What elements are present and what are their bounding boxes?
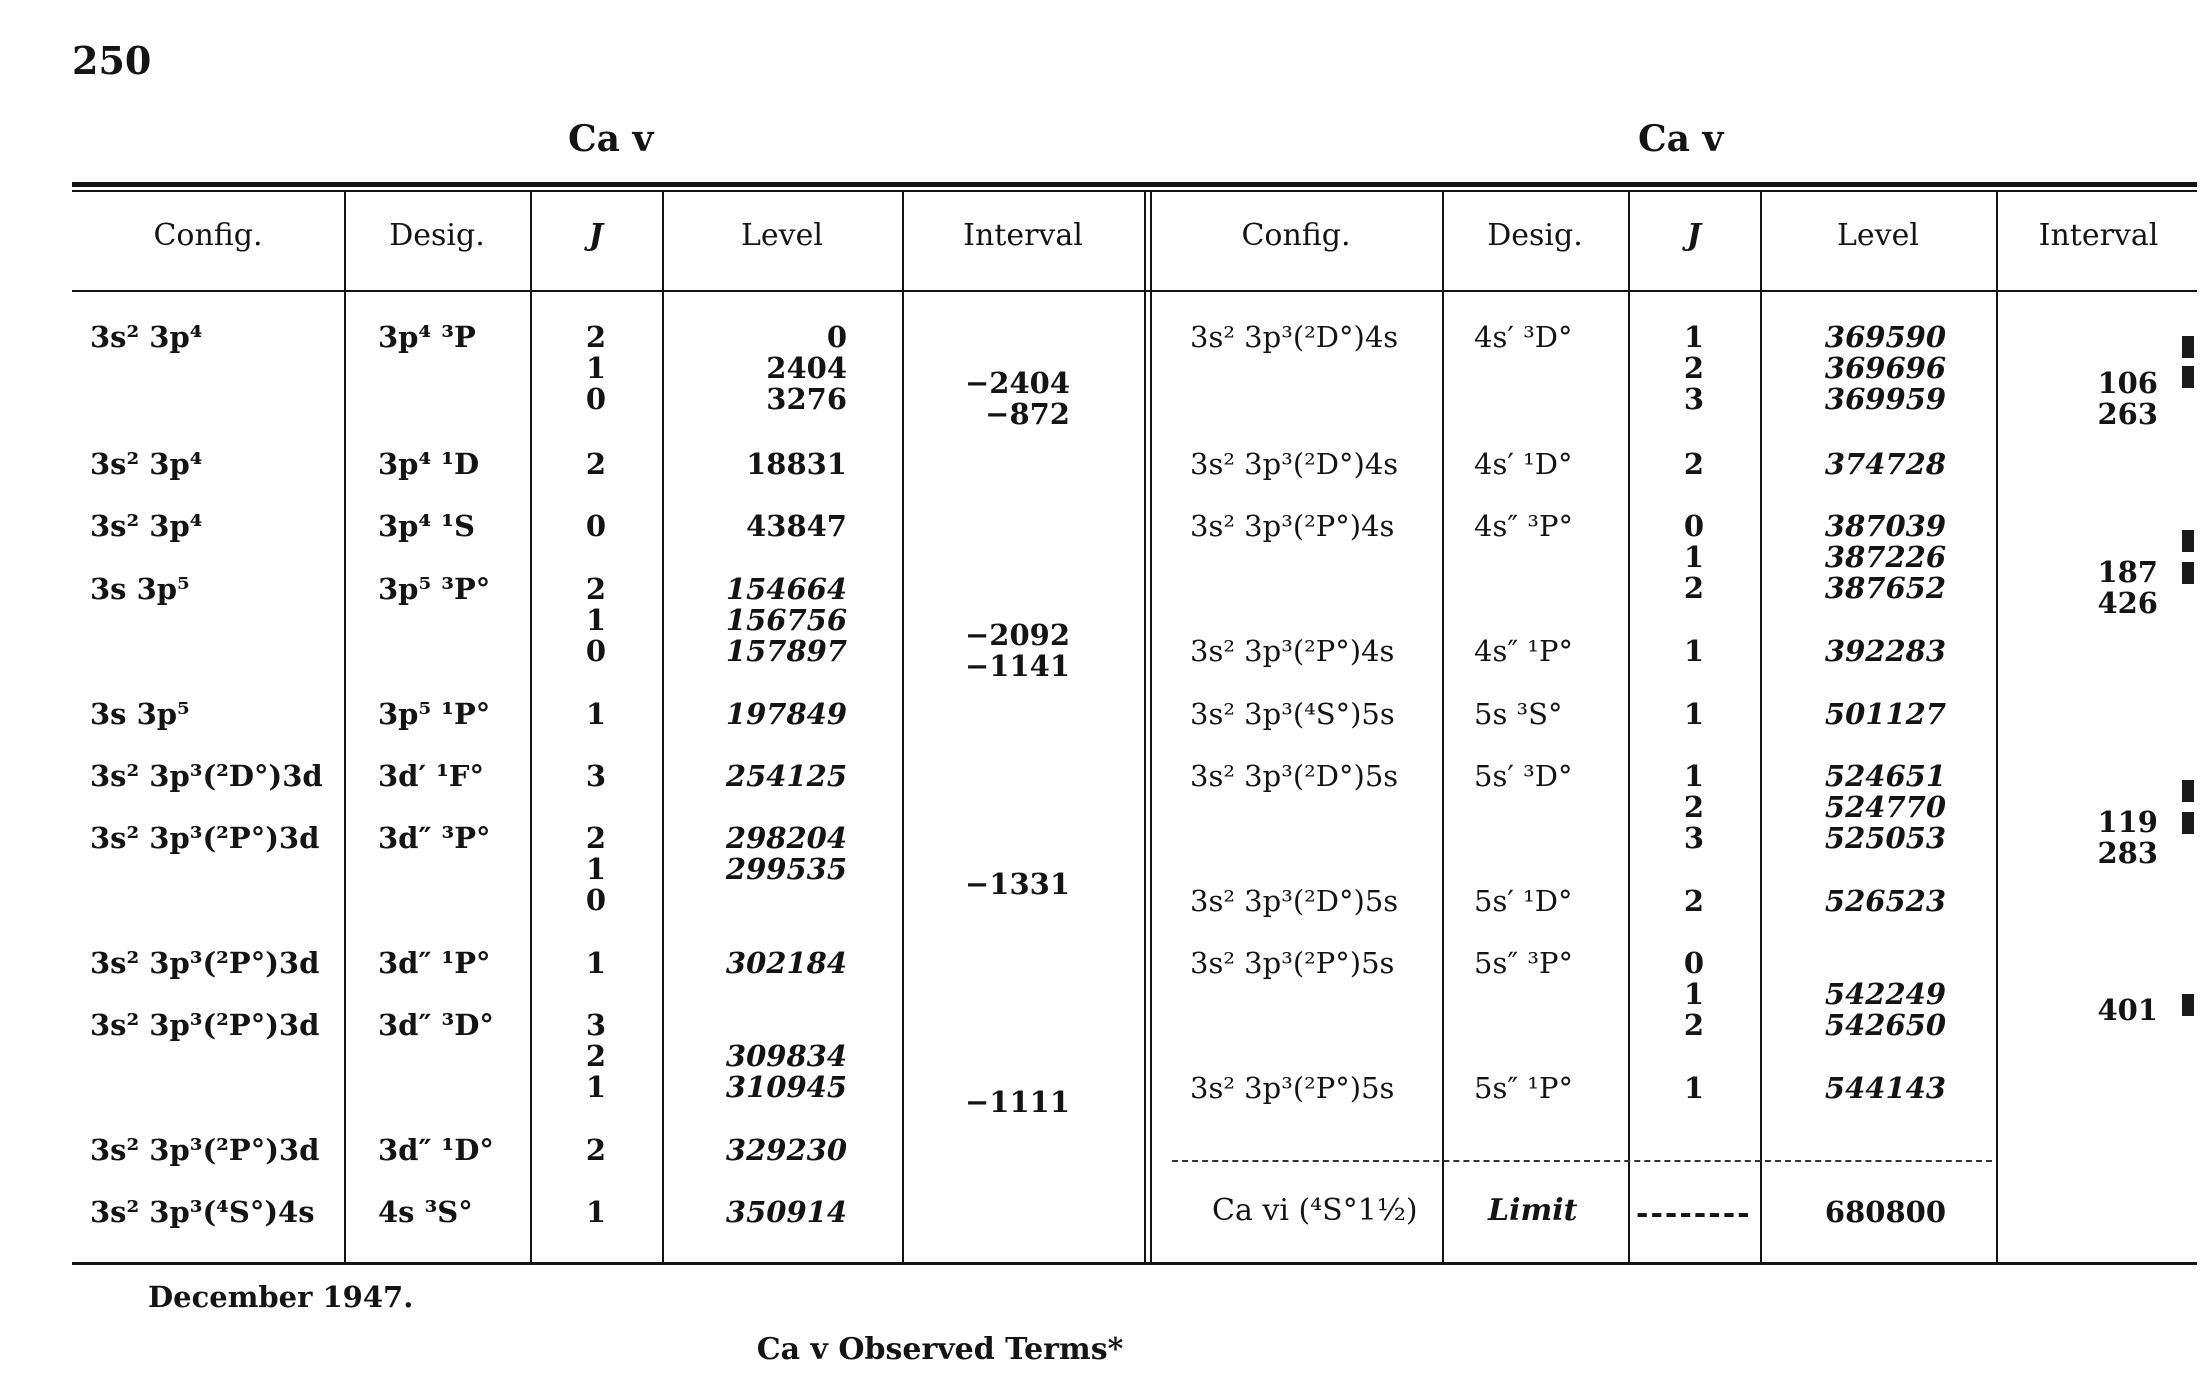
header-rule <box>72 290 2197 292</box>
level-cell: 309834 310945 <box>725 1039 847 1104</box>
config-cell: 3s² 3p³(²P°)5s <box>1190 946 1395 980</box>
desig-cell: 4s′ ³D° <box>1474 320 1573 354</box>
config-cell: 3s² 3p³(²P°)3d <box>90 821 320 855</box>
level-cell: 544143 <box>1824 1071 1946 1105</box>
level-cell: 369590 369696 369959 <box>1824 320 1946 416</box>
desig-cell: 5s″ ³P° <box>1474 946 1574 980</box>
limit-level: 680800 <box>1824 1195 1946 1229</box>
config-cell: 3s² 3p⁴ <box>90 509 203 543</box>
j-cell: 1 <box>1683 634 1705 668</box>
page-number: 250 <box>72 38 152 83</box>
level-cell: 542249 542650 <box>1824 977 1946 1042</box>
config-cell: 3s² 3p³(²D°)4s <box>1190 447 1399 481</box>
desig-cell: 3p⁴ ¹S <box>378 509 475 543</box>
config-cell: 3s² 3p³(²P°)3d <box>90 1133 320 1167</box>
j-cell: 1 <box>585 1195 607 1229</box>
column-divider <box>1442 192 1444 1262</box>
footer-date: December 1947. <box>148 1280 414 1314</box>
edge-mark <box>2182 812 2194 834</box>
limit-label: Limit <box>1488 1193 1578 1228</box>
j-cell: 1 <box>585 697 607 731</box>
level-cell: 524651 524770 525053 <box>1824 759 1946 855</box>
j-cell: 2 1 0 <box>585 821 607 917</box>
config-cell: 3s² 3p⁴ <box>90 320 203 354</box>
level-cell: 154664 156756 157897 <box>725 572 847 668</box>
level-cell: 374728 <box>1824 447 1946 481</box>
level-cell: 18831 <box>746 447 847 481</box>
config-cell: 3s² 3p⁴ <box>90 447 203 481</box>
j-cell: 2 <box>585 1133 607 1167</box>
desig-cell: 3d″ ³P° <box>378 821 491 855</box>
desig-cell: 3p⁵ ¹P° <box>378 697 491 731</box>
desig-cell: 5s ³S° <box>1474 697 1563 731</box>
limit-j-dashes: -------- <box>1636 1196 1752 1231</box>
level-cell: 501127 <box>1824 697 1946 731</box>
desig-cell: 3d″ ¹D° <box>378 1133 494 1167</box>
j-cell: 0 <box>585 509 607 543</box>
desig-cell: 4s″ ³P° <box>1474 509 1574 543</box>
top-rule-thick <box>72 182 2197 187</box>
j-cell: 1 2 3 <box>1683 320 1705 416</box>
j-cell: 2 1 0 <box>585 572 607 668</box>
interval-cell: 401 <box>2097 993 2158 1027</box>
level-cell: 298204 299535 <box>725 821 847 886</box>
edge-mark <box>2182 780 2194 802</box>
level-cell: 392283 <box>1824 634 1946 668</box>
left-header-desig: Desig. <box>389 218 485 253</box>
edge-mark <box>2182 336 2194 358</box>
config-cell: 3s² 3p³(²P°)4s <box>1190 509 1395 543</box>
desig-cell: 3p⁵ ³P° <box>378 572 491 606</box>
desig-cell: 3p⁴ ¹D <box>378 447 480 481</box>
config-cell: 3s² 3p³(²P°)3d <box>90 1008 320 1042</box>
desig-cell: 5s″ ¹P° <box>1474 1071 1574 1105</box>
edge-mark <box>2182 530 2194 552</box>
config-cell: 3s² 3p³(²D°)5s <box>1190 884 1399 918</box>
j-cell: 1 <box>1683 697 1705 731</box>
level-cell: 387039 387226 387652 <box>1824 509 1946 605</box>
level-cell: 43847 <box>746 509 847 543</box>
level-cell: 197849 <box>725 697 847 731</box>
level-cell: 0 2404 3276 <box>766 320 847 416</box>
left-header-level: Level <box>741 218 823 253</box>
desig-cell: 4s ³S° <box>378 1195 473 1229</box>
level-cell: 526523 <box>1824 884 1946 918</box>
interval-cell: 187 426 <box>2097 555 2158 620</box>
config-cell: 3s² 3p³(²D°)5s <box>1190 759 1399 793</box>
table-double-divider <box>1150 192 1152 1262</box>
level-cell: 302184 <box>725 946 847 980</box>
edge-mark <box>2182 366 2194 388</box>
config-cell: 3s 3p⁵ <box>90 697 190 731</box>
table-caption: Ca v Observed Terms* <box>756 1332 1124 1367</box>
level-cell: 254125 <box>725 759 847 793</box>
config-cell: 3s² 3p³(²P°)4s <box>1190 634 1395 668</box>
left-header-interval: Interval <box>963 218 1083 253</box>
j-cell: 0 1 2 <box>1683 509 1705 605</box>
interval-cell: −1331 <box>964 867 1070 901</box>
limit-config: Ca vi (⁴S°1½) <box>1212 1193 1418 1228</box>
edge-mark <box>2182 994 2194 1016</box>
j-cell: 1 <box>1683 1071 1705 1105</box>
table-double-divider <box>1144 192 1146 1262</box>
j-cell: 1 <box>585 946 607 980</box>
right-header-level: Level <box>1837 218 1919 253</box>
level-cell: 329230 <box>725 1133 847 1167</box>
right-table-title: Ca v <box>1638 118 1724 160</box>
edge-mark <box>2182 562 2194 584</box>
config-cell: 3s² 3p³(²D°)3d <box>90 759 323 793</box>
top-rule-thin <box>72 190 2197 192</box>
j-cell: 2 1 0 <box>585 320 607 416</box>
config-cell: 3s 3p⁵ <box>90 572 190 606</box>
desig-cell: 3d″ ³D° <box>378 1008 494 1042</box>
left-header-j: J <box>588 218 604 253</box>
j-cell: 0 1 2 <box>1683 946 1705 1042</box>
desig-cell: 5s′ ¹D° <box>1474 884 1573 918</box>
bottom-rule <box>72 1262 2197 1265</box>
desig-cell: 3p⁴ ³P <box>378 320 476 354</box>
interval-cell: −2404 −872 <box>964 366 1070 431</box>
config-cell: 3s² 3p³(²D°)4s <box>1190 320 1399 354</box>
desig-cell: 3d′ ¹F° <box>378 759 484 793</box>
interval-cell: 119 283 <box>2097 805 2158 870</box>
j-cell: 1 2 3 <box>1683 759 1705 855</box>
level-cell: 350914 <box>725 1195 847 1229</box>
left-table-title: Ca v <box>568 118 654 160</box>
j-cell: 2 <box>1683 884 1705 918</box>
desig-cell: 5s′ ³D° <box>1474 759 1573 793</box>
interval-cell: −1111 <box>964 1085 1070 1119</box>
right-header-j: J <box>1686 218 1702 253</box>
config-cell: 3s² 3p³(⁴S°)5s <box>1190 697 1395 731</box>
right-header-desig: Desig. <box>1487 218 1583 253</box>
limit-separator <box>1172 1160 1992 1162</box>
right-header-config: Config. <box>1241 218 1351 253</box>
config-cell: 3s² 3p³(⁴S°)4s <box>90 1195 315 1229</box>
j-cell: 3 <box>585 759 607 793</box>
config-cell: 3s² 3p³(²P°)5s <box>1190 1071 1395 1105</box>
desig-cell: 4s′ ¹D° <box>1474 447 1573 481</box>
right-header-interval: Interval <box>2038 218 2159 253</box>
config-cell: 3s² 3p³(²P°)3d <box>90 946 320 980</box>
j-cell: 3 2 1 <box>585 1008 607 1104</box>
cropped-edge-marks <box>2182 330 2196 1230</box>
desig-cell: 3d″ ¹P° <box>378 946 491 980</box>
j-cell: 2 <box>1683 447 1705 481</box>
column-divider <box>344 192 346 1262</box>
j-cell: 2 <box>585 447 607 481</box>
interval-cell: −2092 −1141 <box>964 618 1070 683</box>
interval-cell: 106 263 <box>2097 366 2158 431</box>
desig-cell: 4s″ ¹P° <box>1474 634 1574 668</box>
left-header-config: Config. <box>153 218 263 253</box>
